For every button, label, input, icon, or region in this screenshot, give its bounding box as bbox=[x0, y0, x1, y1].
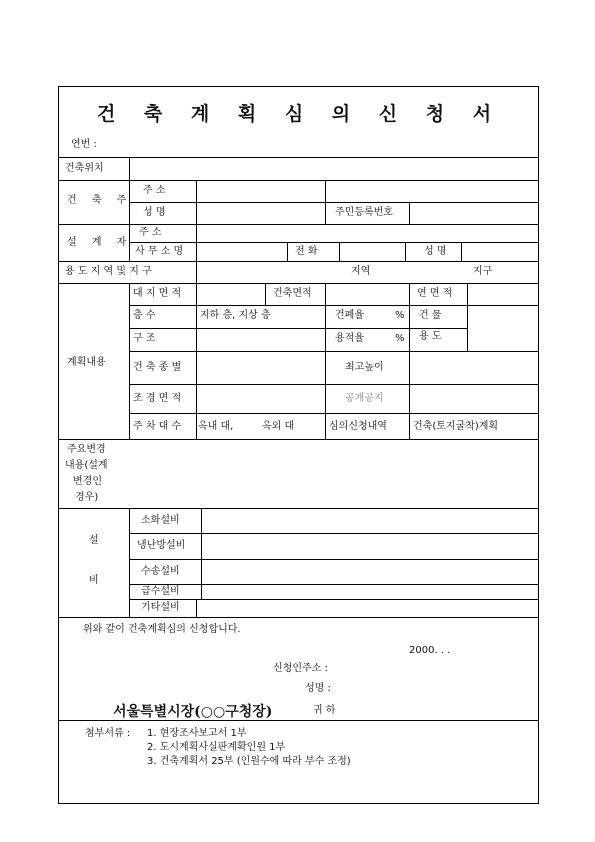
vline-plan-label bbox=[129, 283, 130, 439]
equipment-label-2: 비 bbox=[89, 575, 99, 586]
max-height-label: 최고높이 bbox=[345, 362, 384, 373]
rule-designer bbox=[59, 224, 538, 225]
plan-label: 계획내용 bbox=[67, 357, 106, 368]
vline-plan-2b bbox=[325, 283, 326, 305]
far-label: 용적율 bbox=[335, 333, 364, 344]
parking-label: 주 차 대 수 bbox=[133, 421, 182, 432]
rule-plan-3 bbox=[129, 328, 467, 329]
changes-line-4: 경우) bbox=[75, 492, 99, 503]
rule-plan-5 bbox=[129, 384, 538, 385]
designer-label: 설 계 자 bbox=[67, 237, 133, 248]
rule-statement bbox=[59, 617, 538, 618]
honorific: 귀 하 bbox=[313, 705, 336, 716]
rule-plan-6 bbox=[129, 413, 538, 414]
attachment-item-3: 3. 건축계획서 25부 (인원수에 따라 부수 조정) bbox=[147, 756, 351, 767]
date-line: 2000. . . bbox=[409, 645, 451, 656]
vline-equip-1 bbox=[201, 508, 202, 599]
vline-zoning bbox=[196, 261, 197, 283]
site-area-label: 대 지 면 적 bbox=[133, 288, 182, 299]
designer-phone-label: 전 화 bbox=[295, 246, 318, 257]
serial-number-label: 연번 : bbox=[71, 139, 97, 150]
attachments-label: 첨부서류 : bbox=[85, 728, 131, 739]
vline-plan-2a bbox=[265, 283, 266, 305]
vline-equip-label bbox=[129, 508, 130, 617]
equipment-item-other: 기타설비 bbox=[141, 602, 180, 613]
vline-owner bbox=[196, 180, 197, 224]
rule-equip-4 bbox=[129, 584, 538, 585]
vline-designer bbox=[196, 224, 197, 261]
zoning-district-suffix: 지역 bbox=[351, 266, 371, 277]
rule-zoning bbox=[59, 261, 538, 262]
building-use-label-2: 용 도 bbox=[419, 331, 442, 342]
changes-line-2: 내용(설계 bbox=[65, 460, 108, 471]
rule-changes bbox=[59, 439, 538, 440]
building-type-label: 건 축 종 별 bbox=[133, 362, 182, 373]
rule-plan-4 bbox=[129, 351, 538, 352]
rule-equipment bbox=[59, 508, 538, 509]
floors-label: 층 수 bbox=[133, 310, 156, 321]
designer-office-label: 사 무 소 명 bbox=[135, 246, 184, 257]
changes-line-1: 주요변경 bbox=[67, 444, 106, 455]
vline-equip-1b bbox=[196, 599, 197, 617]
site-location-label: 건축위치 bbox=[65, 163, 104, 174]
review-value: 건축(토지굴착)계획 bbox=[413, 421, 499, 432]
vline-plan-3 bbox=[325, 305, 326, 439]
zoning-label: 용 도 지 역 및 지 구 bbox=[65, 266, 152, 277]
rule-owner bbox=[59, 180, 538, 181]
vline-owner-2 bbox=[325, 180, 326, 224]
parking-indoor-value: 옥내 대, bbox=[198, 421, 234, 432]
owner-name-label: 성 명 bbox=[143, 207, 166, 218]
building-use-label-1: 건 물 bbox=[419, 310, 442, 321]
vline-designer-3 bbox=[339, 242, 340, 261]
far-percent: % bbox=[395, 333, 405, 344]
vline-owner-3 bbox=[409, 202, 410, 224]
owner-label: 건 축 주 bbox=[67, 195, 133, 206]
rule-equip-5 bbox=[129, 599, 538, 600]
rule-owner-mid bbox=[129, 202, 538, 203]
zoning-zone-suffix: 지구 bbox=[473, 266, 493, 277]
equipment-item-fire: 소화설비 bbox=[141, 515, 180, 526]
open-space-label: 공개공지 bbox=[345, 393, 384, 404]
bcr-label: 건폐율 bbox=[335, 310, 364, 321]
owner-rrn-label: 주민등록번호 bbox=[335, 207, 393, 218]
rule-equip-3 bbox=[129, 559, 538, 560]
applicant-name-label: 성명 : bbox=[305, 683, 331, 694]
rule-top bbox=[59, 157, 538, 158]
recipient: 서울특별시장(○○구청장) bbox=[113, 704, 273, 720]
equipment-item-water: 급수설비 bbox=[141, 586, 180, 597]
attachment-item-2: 2. 도시계획사실판계확인원 1부 bbox=[147, 742, 286, 753]
designer-address-label: 주 소 bbox=[139, 227, 162, 238]
vline-designer-2 bbox=[287, 242, 288, 261]
statement-text: 위와 같이 건축계획심의 신청합니다. bbox=[83, 624, 241, 635]
equipment-label-1: 설 bbox=[89, 535, 99, 546]
parking-outdoor-value: 옥외 대 bbox=[262, 421, 295, 432]
vline-plan-5 bbox=[467, 283, 468, 351]
equipment-item-hvac: 냉난방설비 bbox=[137, 540, 186, 551]
landscape-label: 조 경 면 적 bbox=[133, 393, 182, 404]
floor-area-label: 연 면 적 bbox=[417, 288, 453, 299]
rule-designer-mid bbox=[129, 242, 538, 243]
rule-plan-2 bbox=[129, 305, 538, 306]
application-form bbox=[58, 86, 539, 804]
rule-equip-2 bbox=[129, 533, 538, 534]
form-title: 건 축 계 획 심 의 신 청 서 bbox=[96, 103, 503, 125]
building-area-label: 건축면적 bbox=[273, 288, 312, 299]
vline-plan-6 bbox=[196, 413, 197, 439]
equipment-item-transport: 수송설비 bbox=[141, 566, 180, 577]
floors-value: 지하 층, 지상 층 bbox=[200, 310, 271, 321]
vline-plan-4 bbox=[409, 283, 410, 439]
attachment-item-1: 1. 현장조사보고서 1부 bbox=[147, 728, 247, 739]
owner-address-label: 주 소 bbox=[143, 185, 166, 196]
vline-designer-5 bbox=[461, 242, 462, 261]
changes-line-3: 변경인 bbox=[73, 476, 102, 487]
bcr-percent: % bbox=[395, 310, 405, 321]
designer-name-label: 성 명 bbox=[424, 246, 447, 257]
review-label: 심의신청내역 bbox=[329, 421, 387, 432]
structure-label: 구 조 bbox=[133, 333, 156, 344]
vline-designer-4 bbox=[405, 242, 406, 261]
applicant-address-label: 신청인주소 : bbox=[273, 663, 328, 674]
